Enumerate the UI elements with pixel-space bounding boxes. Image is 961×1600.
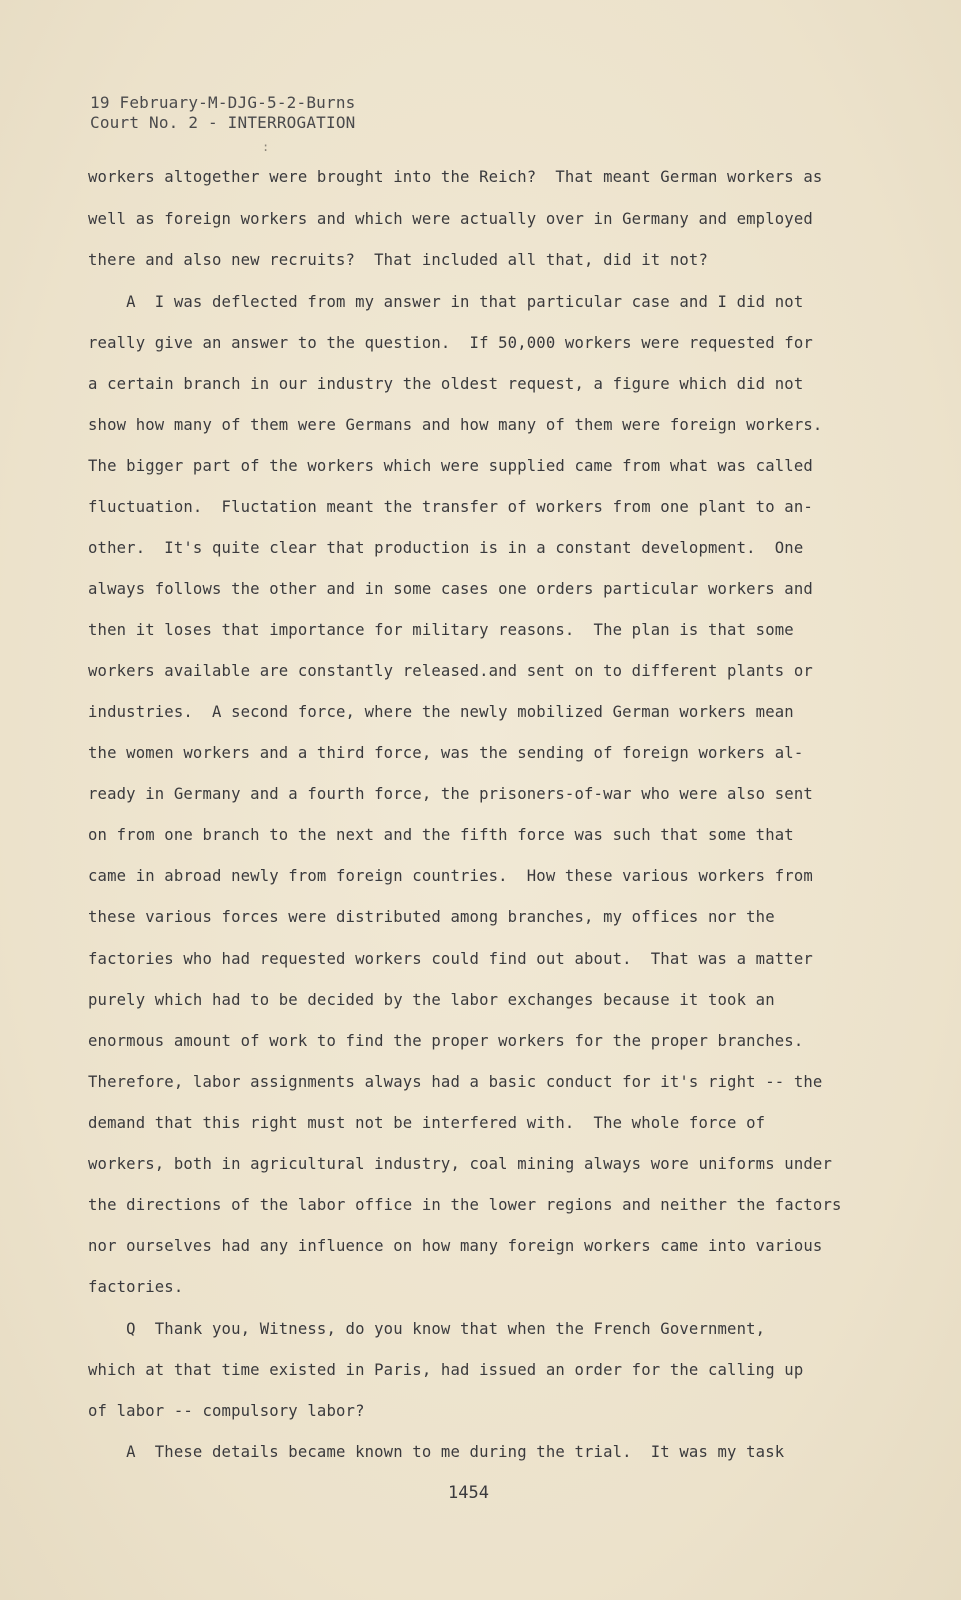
- text-line: factories.: [88, 1278, 184, 1296]
- text-line: well as foreign workers and which were actually over in Germany and employed: [88, 210, 813, 228]
- text-line: nor ourselves had any influence on how many foreign workers came into various: [88, 1237, 823, 1255]
- text-line: Therefore, labor assignments always had a basic conduct for it's right -- the: [88, 1073, 823, 1091]
- text-line: ready in Germany and a fourth force, the prisoners-of-war who were also sent: [88, 785, 813, 803]
- text-line: these various forces were distributed among branches, my offices nor the: [88, 908, 775, 926]
- text-line: Q Thank you, Witness, do you know that when the French Government,: [88, 1320, 766, 1338]
- header-line-1: 19 February-M-DJG-5-2-Burns: [90, 93, 356, 112]
- header-line-2: Court No. 2 - INTERROGATION: [90, 113, 356, 132]
- text-line: always follows the other and in some cases one orders particular workers and: [88, 580, 813, 598]
- text-line: A These details became known to me during the trial. It was my task: [88, 1443, 785, 1461]
- text-line: factories who had requested workers could find out about. That was a matter: [88, 950, 813, 968]
- text-line: fluctuation. Fluctation meant the transfer of workers from one plant to an-: [88, 498, 813, 516]
- text-line: on from one branch to the next and the fifth force was such that some that: [88, 826, 794, 844]
- text-line: industries. A second force, where the newly mobilized German workers mean: [88, 703, 794, 721]
- text-line: purely which had to be decided by the labor exchanges because it took an: [88, 991, 775, 1009]
- text-line: show how many of them were Germans and how many of them were foreign workers.: [88, 416, 823, 434]
- margin-mark: :: [262, 140, 270, 154]
- text-line: really give an answer to the question. If 50,000 workers were requested for: [88, 334, 813, 352]
- page-number: 1454: [448, 1483, 489, 1503]
- text-line: A I was deflected from my answer in that particular case and I did not: [88, 293, 804, 311]
- text-line: workers, both in agricultural industry, coal mining always wore uniforms under: [88, 1155, 832, 1173]
- text-line: workers available are constantly released.and sent on to different plants or: [88, 662, 813, 680]
- text-line: a certain branch in our industry the oldest request, a figure which did not: [88, 375, 804, 393]
- text-line: other. It's quite clear that production is in a constant development. One: [88, 539, 804, 557]
- text-line: the directions of the labor office in the lower regions and neither the factors: [88, 1196, 842, 1214]
- text-line: came in abroad newly from foreign countries. How these various workers from: [88, 867, 813, 885]
- text-line: the women workers and a third force, was the sending of foreign workers al-: [88, 744, 804, 762]
- text-line: of labor -- compulsory labor?: [88, 1402, 365, 1420]
- text-line: The bigger part of the workers which were supplied came from what was called: [88, 457, 813, 475]
- text-line: demand that this right must not be interfered with. The whole force of: [88, 1114, 766, 1132]
- text-line: then it loses that importance for military reasons. The plan is that some: [88, 621, 794, 639]
- text-line: there and also new recruits? That included all that, did it not?: [88, 251, 708, 269]
- text-line: enormous amount of work to find the proper workers for the proper branches.: [88, 1032, 804, 1050]
- text-line: workers altogether were brought into the Reich? That meant German workers as: [88, 168, 823, 186]
- text-line: which at that time existed in Paris, had issued an order for the calling up: [88, 1361, 804, 1379]
